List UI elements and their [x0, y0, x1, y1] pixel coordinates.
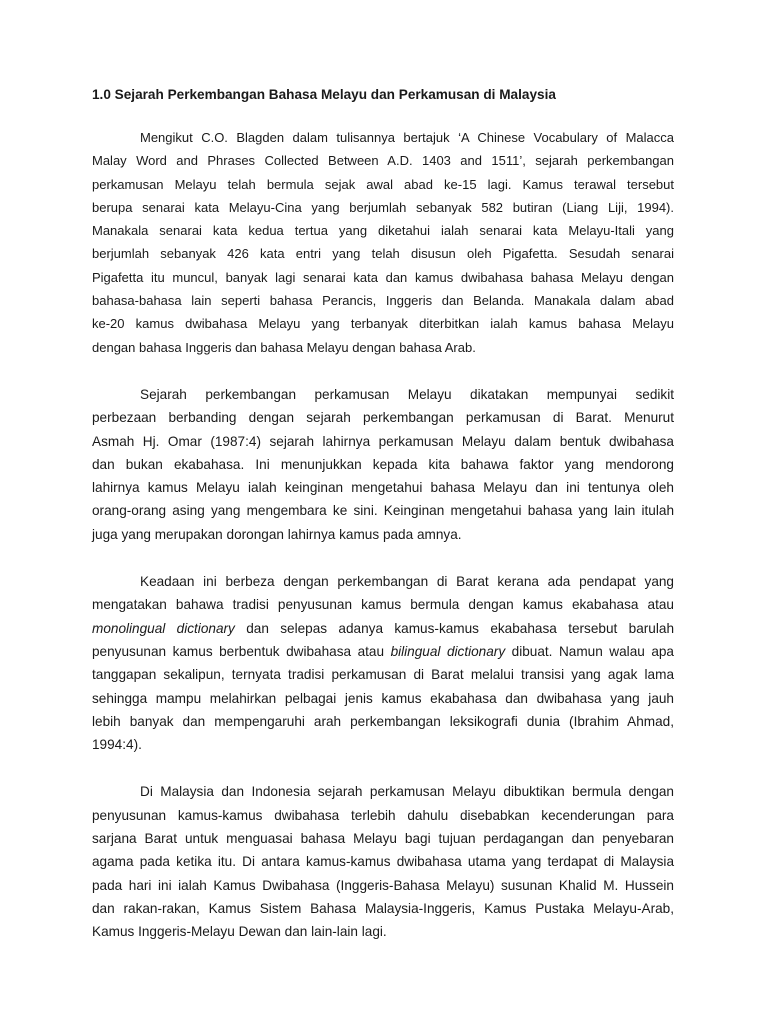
text-line: ke-20 kamus dwibahasa Melayu yang terbanyak diterbitkan ialah kamus bahasa Melayu — [92, 316, 674, 332]
text-line: orang-orang asing yang mengembara ke sini. Keinginan mengetahui bahasa yang lain itulah — [92, 503, 674, 519]
page-title: 1.0 Sejarah Perkembangan Bahasa Melayu dan Perkamusan di Malaysia — [92, 87, 556, 102]
text-line: berupa senarai kata Melayu-Cina yang berjumlah sebanyak 582 butiran (Liang Liji, 1994). — [92, 199, 674, 215]
italic-term: monolingual dictionary — [92, 620, 235, 636]
text-line: tanggapan sekalipun, ternyata tradisi perkamusan di Barat melalui transisi yang agak lama — [92, 667, 674, 683]
text-line: lebih banyak dan mempengaruhi arah perkembangan leksikografi dunia (Ibrahim Ahmad, — [92, 713, 674, 729]
text-line: Pigafetta itu muncul, banyak lagi senarai kata dan kamus dwibahasa bahasa Melayu dengan — [92, 269, 674, 285]
italic-term: bilingual dictionary — [390, 643, 506, 659]
text-line — [92, 640, 674, 663]
text-line: penyusunan kamus-kamus dwibahasa terlebih dahulu disebabkan kecenderungan para — [92, 807, 674, 823]
text-line: Manakala senarai kata kedua tertua yang diketahui ialah senarai kata Melayu-Itali yang — [92, 223, 674, 239]
text-line: lahirnya kamus Melayu ialah keinginan mengetahui bahasa Melayu dan ini tentunya oleh — [92, 480, 674, 496]
text-line: perkamusan Melayu telah bermula sejak awal abad ke-15 lagi. Kamus terawal tersebut — [92, 176, 674, 192]
document-body — [92, 126, 674, 944]
text-line: Sejarah perkembangan perkamusan Melayu dikatakan mempunyai sedikit — [140, 386, 674, 402]
paragraph-3 — [92, 570, 674, 756]
text-segment: dan selepas adanya kamus-kamus ekabahasa tersebut barulah — [234, 620, 675, 636]
text-line: dan rakan-rakan, Kamus Sistem Bahasa Malaysia-Inggeris, Kamus Pustaka Melayu-Arab, — [92, 900, 674, 916]
text-line: agama pada ketika itu. Di antara kamus-kamus dwibahasa utama yang terdapat di Malaysia — [92, 854, 674, 870]
text-line: Malay Word and Phrases Collected Between A.D. 1403 and 1511’, sejarah perkembangan — [92, 153, 674, 169]
text-line: berjumlah sebanyak 426 kata entri yang telah disusun oleh Pigafetta. Sesudah senarai — [92, 246, 674, 262]
text-line: Keadaan ini berbeza dengan perkembangan di Barat kerana ada pendapat yang — [140, 574, 674, 590]
text-line: bahasa-bahasa lain seperti bahasa Perancis, Inggeris dan Belanda. Manakala dalam abad — [92, 293, 674, 309]
text-line: mengatakan bahawa tradisi penyusunan kamus bermula dengan kamus ekabahasa atau — [92, 597, 674, 613]
text-line: 1994:4). — [92, 737, 142, 753]
paragraph-4 — [92, 780, 674, 943]
paragraph-2 — [92, 383, 674, 546]
text-line: Asmah Hj. Omar (1987:4) sejarah lahirnya perkamusan Melayu dalam bentuk dwibahasa — [92, 433, 674, 449]
text-segment: dibuat. Namun walau apa — [505, 643, 674, 659]
text-segment: penyusunan kamus berbentuk dwibahasa atau — [92, 643, 391, 659]
text-line: sarjana Barat untuk menguasai bahasa Melayu bagi tujuan perdagangan dan penyebaran — [92, 831, 674, 847]
text-line: dan bukan ekabahasa. Ini menunjukkan kepada kita bahawa faktor yang mendorong — [92, 456, 674, 472]
text-line: Di Malaysia dan Indonesia sejarah perkamusan Melayu dibuktikan bermula dengan — [140, 784, 674, 800]
text-line: sehingga mampu melahirkan pelbagai jenis kamus ekabahasa dan dwibahasa yang jauh — [92, 690, 674, 706]
text-line: Kamus Inggeris-Melayu Dewan dan lain-lain lagi. — [92, 924, 387, 940]
paragraph-1 — [92, 126, 674, 359]
text-line: Mengikut C.O. Blagden dalam tulisannya bertajuk ‘A Chinese Vocabulary of Malacca — [140, 130, 674, 145]
text-line: juga yang merupakan dorongan lahirnya kamus pada amnya. — [92, 526, 462, 542]
text-line — [92, 617, 674, 640]
text-line: perbezaan berbanding dengan sejarah perkembangan perkamusan di Barat. Menurut — [92, 410, 674, 426]
text-line: dengan bahasa Inggeris dan bahasa Melayu dengan bahasa Arab. — [92, 339, 476, 355]
text-line: pada hari ini ialah Kamus Dwibahasa (Inggeris-Bahasa Melayu) susunan Khalid M. Hussein — [92, 877, 674, 893]
